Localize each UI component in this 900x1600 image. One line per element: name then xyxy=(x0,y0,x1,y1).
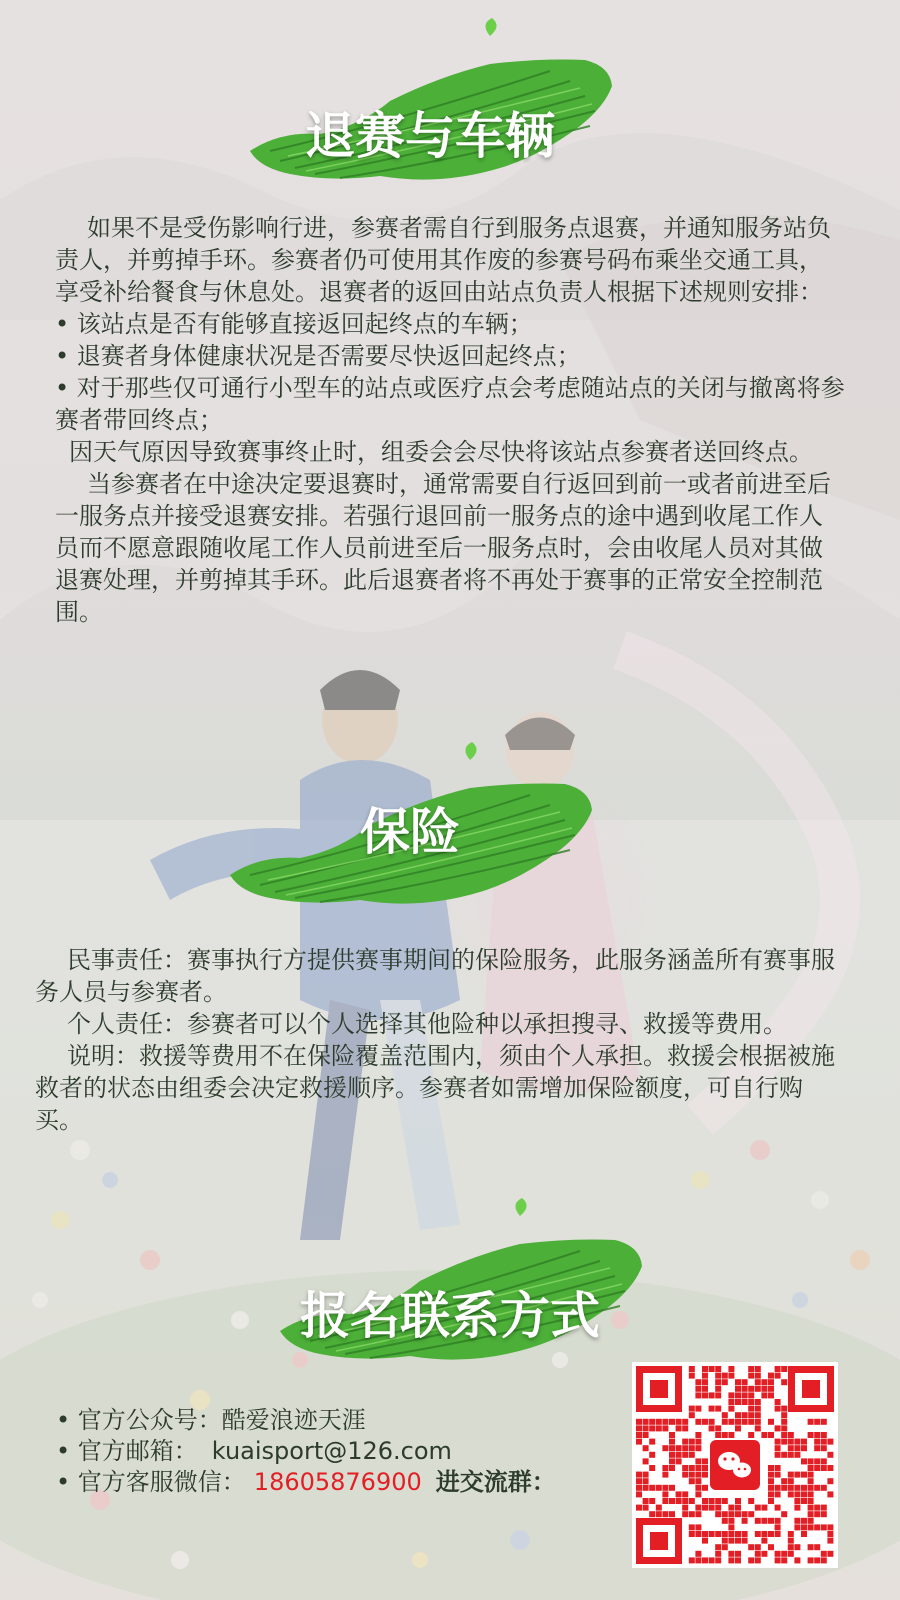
list-item: • 退赛者身体健康状况是否需要尽快返回起终点； xyxy=(55,340,845,372)
section-banner-insurance xyxy=(220,740,600,920)
paragraph: 说明：救援等费用不在保险覆盖范围内，须由个人承担。救援会根据被施救者的状态由组委会决定救援顺序。参赛者如需增加保险额度，可自行购买。 xyxy=(35,1042,835,1134)
paragraph: 民事责任：赛事执行方提供赛事期间的保险服务，此服务涵盖所有赛事服务人员与参赛者。 xyxy=(35,946,835,1006)
contact-list xyxy=(56,1405,556,1498)
section-title: 退赛与车辆 xyxy=(305,106,555,165)
qr-code-icon[interactable] xyxy=(632,1362,838,1568)
section-title: 报名联系方式 xyxy=(300,1286,600,1345)
group-label: 进交流群： xyxy=(435,1468,556,1496)
insurance-text xyxy=(35,944,835,1136)
paragraph: 个人责任：参赛者可以个人选择其他险种以承担搜寻、救援等费用。 xyxy=(67,1010,787,1038)
section-banner-withdraw xyxy=(240,16,620,196)
leaf-icon xyxy=(485,18,496,36)
contact-row-wechat-account: • 官方公众号：酷爱浪迹天涯 xyxy=(56,1406,366,1434)
contact-row-email: • 官方邮箱： kuaisport@126.com xyxy=(56,1437,452,1465)
paragraph: 因天气原因导致赛事终止时，组委会会尽快将该站点参赛者送回终点。 xyxy=(69,438,813,466)
contact-label: 官方公众号： xyxy=(77,1406,222,1434)
contact-row-service: • 官方客服微信： 18605876900 进交流群： xyxy=(56,1468,556,1496)
email-link[interactable]: kuaisport@126.com xyxy=(211,1437,452,1465)
section-title: 保险 xyxy=(360,802,460,861)
list-item: • 对于那些仅可通行小型车的站点或医疗点会考虑随站点的关闭与撤离将参赛者带回终点； xyxy=(55,372,845,436)
contact-label: 官方邮箱： xyxy=(77,1437,198,1465)
contact-label: 官方客服微信： xyxy=(77,1468,246,1496)
wechat-account-value[interactable]: 酷爱浪迹天涯 xyxy=(221,1406,366,1434)
leaf-icon xyxy=(465,742,476,760)
paragraph: 如果不是受伤影响行进，参赛者需自行到服务点退赛，并通知服务站负责人，并剪掉手环。参赛者仍可使用其作废的参赛号码布乘坐交通工具，享受补给餐食与休息处。退赛者的返回由站点负责人根据下述规则安排： xyxy=(55,214,831,306)
withdraw-text xyxy=(55,212,845,628)
list-item: • 该站点是否有能够直接返回起终点的车辆； xyxy=(55,308,845,340)
service-phone[interactable]: 18605876900 xyxy=(253,1468,422,1496)
paragraph: 当参赛者在中途决定要退赛时，通常需要自行返回到前一或者前进至后一服务点并接受退赛安排。若强行退回前一服务点的途中遇到收尾工作人员而不愿意跟随收尾工作人员前进至后一服务点时，会由收尾人员对其做退赛处理，并剪掉其手环。此后退赛者将不再处于赛事的正常安全控制范围。 xyxy=(55,470,831,626)
section-banner-contact xyxy=(270,1196,650,1376)
leaf-icon xyxy=(515,1198,526,1216)
